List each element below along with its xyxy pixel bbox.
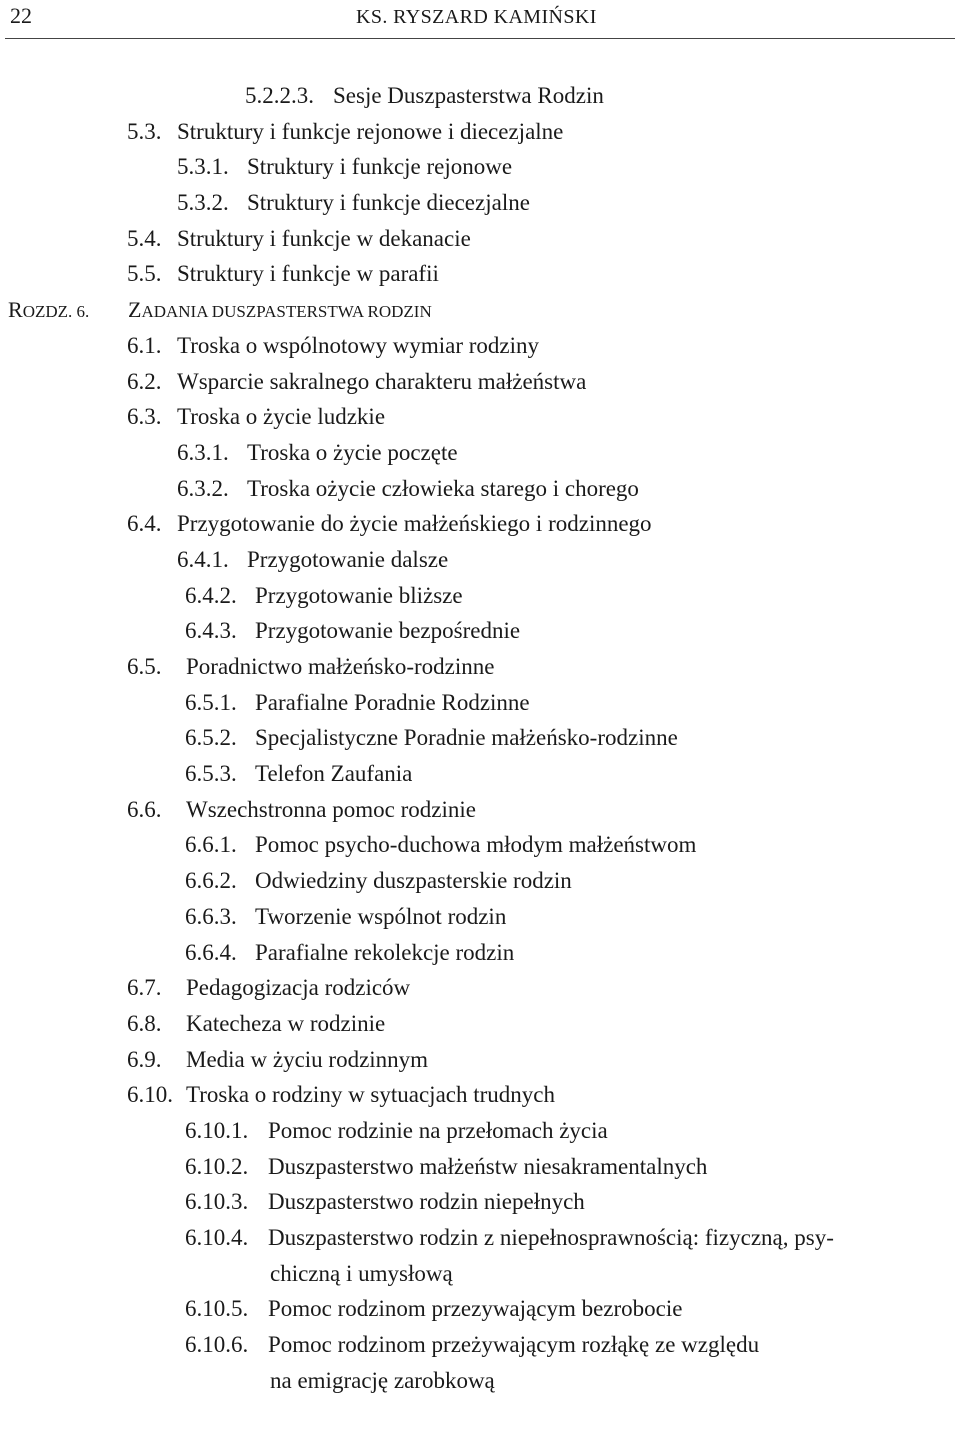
toc-entry-title: Poradnictwo małżeńsko-rodzinne xyxy=(186,654,495,679)
toc-entry-title: Media w życiu rodzinnym xyxy=(186,1046,429,1072)
chapter-number xyxy=(8,292,89,330)
toc-entry xyxy=(0,435,960,471)
table-of-contents xyxy=(0,78,960,1398)
page-number: 22 xyxy=(10,3,32,28)
toc-entry-title: na emigrację zarobkową xyxy=(270,1367,495,1393)
toc-entry-title: Katecheza w rodzinie xyxy=(186,1010,386,1036)
toc-entry-number: 6.5.1. xyxy=(185,689,237,715)
toc-entry xyxy=(0,364,960,400)
toc-entry-number: 6.2. xyxy=(127,368,162,394)
toc-entry-title: Sesje Duszpasterstwa Rodzin xyxy=(333,83,604,108)
toc-entry-number: 6.10.4. xyxy=(185,1225,249,1250)
toc-entry xyxy=(0,328,960,364)
toc-entry-number: 6.7. xyxy=(127,975,162,1001)
toc-entry-title: Specjalistyczne Poradnie małżeńsko-rodzinne xyxy=(255,725,678,751)
toc-entry-title: Struktury i funkcje w dekanacie xyxy=(177,225,471,251)
toc-entry xyxy=(0,256,960,292)
toc-entry-title: Parafialne Poradnie Rodzinne xyxy=(255,689,530,715)
toc-entry-number: 6.5.2. xyxy=(185,725,237,751)
toc-entry-title: Wszechstronna pomoc rodzinie xyxy=(186,796,476,822)
toc-entry-title: Troska o życie poczęte xyxy=(247,439,458,465)
toc-entry-title: Parafialne rekolekcje rodzin xyxy=(255,939,515,965)
toc-entry-title: Pomoc rodzinom przeżywającym rozłąkę ze względu xyxy=(268,1332,760,1358)
toc-entry xyxy=(0,1149,960,1185)
toc-entry xyxy=(0,1184,960,1220)
toc-entry-number: 6.6.1. xyxy=(185,832,237,858)
toc-entry-number: 6.6.2. xyxy=(185,868,237,894)
toc-entry-title: chiczną i umysłową xyxy=(270,1260,453,1286)
toc-entry-number: 6.10.5. xyxy=(185,1296,249,1322)
toc-entry-continuation xyxy=(0,1256,960,1292)
toc-entry-number: 6.4. xyxy=(127,511,162,537)
toc-entry-continuation xyxy=(0,1363,960,1399)
toc-entry xyxy=(0,185,960,221)
toc-entry-title: Struktury i funkcje rejonowe xyxy=(247,154,513,180)
toc-entry-title: Przygotowanie do życie małżeńskiego i rodzinnego xyxy=(177,511,652,537)
header-divider xyxy=(5,38,955,39)
toc-entry xyxy=(0,1042,960,1078)
toc-entry-number: 6.1. xyxy=(127,332,162,358)
toc-entry xyxy=(0,1220,960,1256)
toc-entry-number: 5.3. xyxy=(127,118,162,144)
toc-chapter-heading xyxy=(0,292,960,328)
toc-entry-title: Duszpasterstwo małżeństw niesakramentalnych xyxy=(268,1153,708,1179)
toc-entry-number: 6.10. xyxy=(127,1082,173,1108)
toc-entry-number: 6.4.3. xyxy=(185,618,237,644)
toc-entry-title: Duszpasterstwo rodzin niepełnych xyxy=(268,1189,585,1215)
toc-entry xyxy=(0,935,960,971)
toc-entry xyxy=(0,649,960,685)
toc-entry xyxy=(0,970,960,1006)
toc-entry-title: Pomoc rodzinom przezywającym bezrobocie xyxy=(268,1296,683,1322)
toc-entry xyxy=(0,149,960,185)
toc-entry xyxy=(0,114,960,150)
toc-entry-number: 6.9. xyxy=(127,1046,162,1072)
toc-entry-number: 6.3. xyxy=(127,404,162,430)
toc-entry-number: 6.3.2. xyxy=(177,475,229,501)
toc-entry-title: Pedagogizacja rodziców xyxy=(186,975,411,1001)
toc-entry-number: 6.6.3. xyxy=(185,903,237,929)
toc-entry-number: 6.8. xyxy=(127,1010,162,1036)
toc-entry-number: 6.6. xyxy=(127,796,162,822)
toc-entry xyxy=(0,1327,960,1363)
toc-entry-number: 5.5. xyxy=(127,261,162,287)
toc-entry xyxy=(0,756,960,792)
chapter-number-rest: OZDZ. 6. xyxy=(22,302,90,322)
toc-entry-title: Struktury i funkcje w parafii xyxy=(177,261,439,287)
toc-entry xyxy=(0,685,960,721)
toc-entry-title: Przygotowanie bezpośrednie xyxy=(255,618,521,644)
toc-entry-number: 5.3.2. xyxy=(177,190,229,216)
toc-entry-title: Pomoc psycho-duchowa młodym małżeństwom xyxy=(255,832,697,858)
running-title: KS. RYSZARD KAMIŃSKI xyxy=(356,6,597,28)
toc-entry-title: Telefon Zaufania xyxy=(255,761,413,787)
toc-entry xyxy=(0,578,960,614)
toc-entry-title: Struktury i funkcje diecezjalne xyxy=(247,190,530,216)
toc-entry xyxy=(0,792,960,828)
toc-entry xyxy=(0,471,960,507)
toc-entry-title: Troska o rodziny w sytuacjach trudnych xyxy=(186,1082,555,1108)
toc-entry-title: Odwiedziny duszpasterskie rodzin xyxy=(255,868,572,894)
toc-entry-title: Wsparcie sakralnego charakteru małżeństwa xyxy=(177,368,587,394)
toc-entry-number: 6.5.3. xyxy=(185,761,237,787)
toc-entry-title: Struktury i funkcje rejonowe i diecezjalne xyxy=(177,118,564,144)
toc-entry xyxy=(0,827,960,863)
toc-entry-title: Pomoc rodzinie na przełomach życia xyxy=(268,1117,608,1143)
toc-entry xyxy=(0,78,960,114)
chapter-title-rest: ADANIA DUSZPASTERSTWA RODZIN xyxy=(141,302,432,322)
toc-entry xyxy=(0,720,960,756)
toc-entry xyxy=(0,221,960,257)
toc-entry xyxy=(0,1077,960,1113)
toc-entry xyxy=(0,1113,960,1149)
toc-entry xyxy=(0,899,960,935)
toc-entry-title: Troska ożycie człowieka starego i chorego xyxy=(247,475,639,501)
toc-entry-number: 5.2.2.3. xyxy=(245,83,314,108)
toc-entry-title: Duszpasterstwo rodzin z niepełnosprawnością: fizyczną, psy- xyxy=(268,1225,834,1250)
toc-entry-number: 5.4. xyxy=(127,225,162,251)
toc-entry-title: Przygotowanie dalsze xyxy=(247,546,449,572)
toc-entry xyxy=(0,1006,960,1042)
toc-entry xyxy=(0,613,960,649)
toc-entry xyxy=(0,506,960,542)
toc-entry-number: 5.3.1. xyxy=(177,154,229,180)
toc-entry-number: 6.10.1. xyxy=(185,1117,249,1143)
toc-entry-number: 6.10.6. xyxy=(185,1332,249,1358)
chapter-title xyxy=(128,292,432,330)
chapter-number-initial: R xyxy=(8,297,23,323)
toc-entry-number: 6.6.4. xyxy=(185,939,237,965)
toc-entry-number: 6.10.3. xyxy=(185,1189,249,1215)
toc-entry-title: Przygotowanie bliższe xyxy=(255,582,463,608)
toc-entry xyxy=(0,863,960,899)
toc-entry-title: Troska o wspólnotowy wymiar rodziny xyxy=(177,332,540,358)
toc-entry-number: 6.4.1. xyxy=(177,546,229,572)
toc-entry-number: 6.10.2. xyxy=(185,1153,249,1179)
toc-entry-title: Troska o życie ludzkie xyxy=(177,404,386,430)
chapter-title-initial: Z xyxy=(128,297,142,323)
toc-entry xyxy=(0,542,960,578)
toc-entry xyxy=(0,1291,960,1327)
toc-entry-title: Tworzenie wspólnot rodzin xyxy=(255,903,507,929)
toc-entry-number: 6.4.2. xyxy=(185,582,237,608)
toc-entry-number: 6.5. xyxy=(127,654,162,679)
toc-entry xyxy=(0,399,960,435)
toc-entry-number: 6.3.1. xyxy=(177,439,229,465)
